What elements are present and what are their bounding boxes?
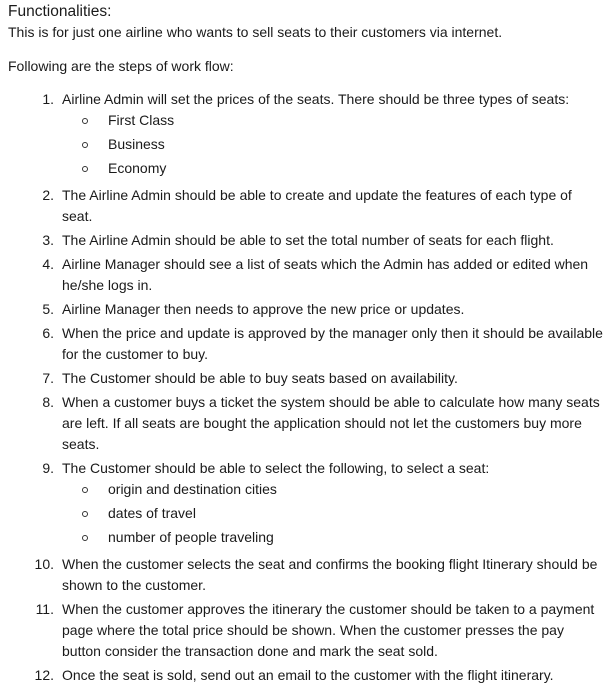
circle-bullet-icon: [62, 479, 108, 500]
step-text: The Customer should be able to select the following, to select a seat:: [62, 460, 490, 476]
list-item: [8, 665, 611, 686]
list-item: [8, 89, 611, 182]
step-number: 7.: [42, 370, 54, 386]
circle-bullet-icon: [62, 134, 108, 155]
list-item: number of people traveling: [62, 527, 605, 548]
list-item: [8, 299, 611, 320]
list-item: [8, 368, 611, 389]
step-text: Airline Manager then needs to approve the new price or updates.: [62, 301, 465, 317]
step-number: 2.: [42, 187, 54, 203]
workflow-steps-list: [8, 89, 611, 686]
list-item: [8, 554, 611, 596]
step-text: The Customer should be able to buy seats based on availability.: [62, 370, 458, 386]
step-number: 3.: [42, 232, 54, 248]
step-text: Once the seat is sold, send out an email to the customer with the flight itinerary.: [62, 667, 554, 683]
step-text: Airline Manager should see a list of seats which the Admin has added or edited when he/she logs in.: [62, 256, 589, 293]
step-text: When a customer buys a ticket the system should be able to calculate how many seats are left. If all seats are bought the application should not let the customers buy more seats.: [62, 394, 600, 452]
step-number: 11.: [35, 601, 54, 617]
step-text: The Airline Admin should be able to create and update the features of each type of seat.: [62, 187, 572, 224]
section-heading: Functionalities:: [8, 3, 112, 20]
list-item: [8, 185, 611, 227]
seat-selection-criteria-list: [62, 479, 605, 548]
list-item: Economy: [62, 158, 605, 179]
seat-types-list: [62, 110, 605, 179]
workflow-lead: Following are the steps of work flow:: [8, 58, 234, 74]
list-item: First Class: [62, 110, 605, 131]
step-number: 8.: [42, 394, 54, 410]
step-text: When the customer selects the seat and confirms the booking flight Itinerary should be shown to the customer.: [62, 556, 598, 593]
list-item: [8, 392, 611, 455]
step-number: 5.: [42, 301, 54, 317]
list-item: [8, 599, 611, 662]
circle-bullet-icon: [62, 527, 108, 548]
step-number: 6.: [42, 325, 54, 341]
intro-paragraph: This is for just one airline who wants to sell seats to their customers via internet.: [8, 24, 503, 40]
step-text: Airline Admin will set the prices of the seats. There should be three types of seats:: [62, 91, 570, 107]
step-text: The Airline Admin should be able to set the total number of seats for each flight.: [62, 232, 554, 248]
list-item: dates of travel: [62, 503, 605, 524]
step-number: 9.: [42, 460, 54, 476]
step-text: When the price and update is approved by the manager only then it should be available for the customer to buy.: [62, 325, 603, 362]
step-number: 10.: [34, 556, 54, 572]
list-item: Business: [62, 134, 605, 155]
list-item: [8, 254, 611, 296]
step-text: When the customer approves the itinerary the customer should be taken to a payment page where the total price should be shown. When the customer presses the pay button consider the transaction done and mark the seat sold.: [62, 601, 595, 659]
step-number: 4.: [42, 256, 54, 272]
step-number: 1.: [42, 91, 54, 107]
circle-bullet-icon: [62, 158, 108, 179]
circle-bullet-icon: [62, 110, 108, 131]
circle-bullet-icon: [62, 503, 108, 524]
list-item: [8, 323, 611, 365]
list-item: [8, 458, 611, 551]
step-number: 12.: [34, 667, 54, 683]
list-item: [8, 230, 611, 251]
list-item: origin and destination cities: [62, 479, 605, 500]
